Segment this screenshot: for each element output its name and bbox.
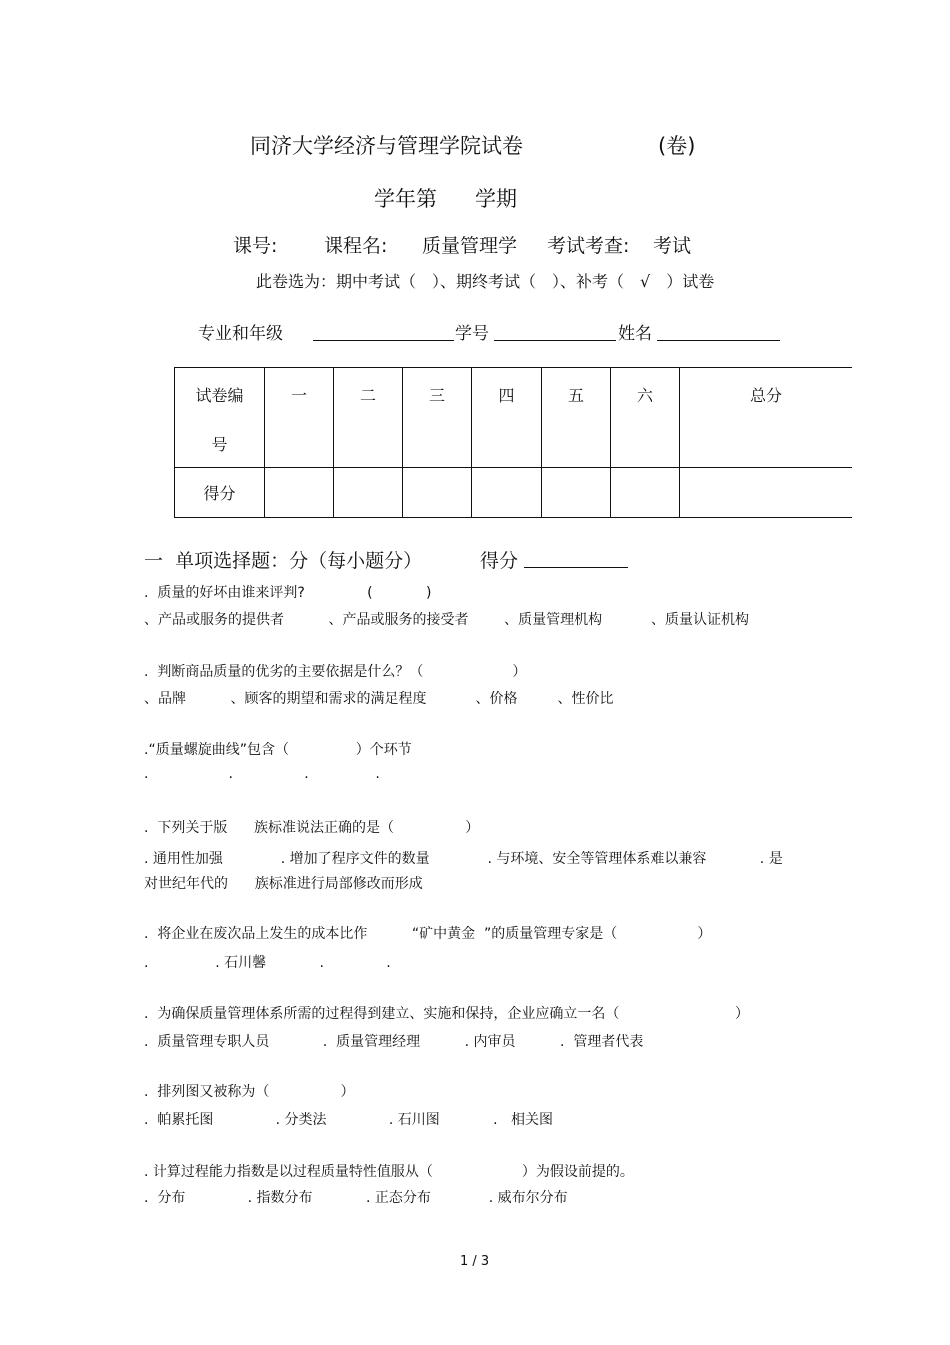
exam-title: 同济大学经济与管理学院试卷: [250, 134, 523, 158]
question-options: . 分布 . 指数分布 . 正态分布 . 威布尔分布: [144, 1190, 568, 1206]
section-score-blank: [524, 567, 628, 568]
term-left: 学年第: [374, 187, 437, 211]
course-name-label: 课程名:: [324, 235, 388, 257]
question-options: . 帕累托图 . 分类法 . 石川图 . 相关图: [144, 1112, 553, 1128]
question-stem: . 为确保质量管理体系所需的过程得到建立、实施和保持，企业应确立一名（ ）: [144, 1006, 750, 1022]
section-score-label: 得分: [480, 550, 519, 572]
course-name: 质量管理学: [422, 235, 518, 257]
question-options: . . 石川馨 . .: [144, 955, 391, 971]
score-row-label: 得分: [175, 468, 265, 518]
exam-type: 考试: [653, 235, 692, 257]
total-header: 总分: [680, 368, 853, 468]
score-table: [174, 367, 852, 518]
score-cell[interactable]: [265, 468, 334, 518]
page-number: 1 / 3: [460, 1254, 490, 1269]
question-options: 、品牌 、顾客的期望和需求的满足程度 、价格 、性价比: [144, 691, 614, 707]
major-label: 专业和年级: [198, 324, 283, 344]
question-options: 、产品或服务的提供者 、产品或服务的接受者 、质量管理机构 、质量认证机构: [144, 612, 750, 628]
term-right: 学期: [475, 187, 517, 211]
score-cell[interactable]: [611, 468, 680, 518]
question-options: . . . .: [144, 766, 380, 782]
major-blank: [313, 340, 454, 341]
col-header: 二: [334, 368, 403, 468]
question-stem: . 计算过程能力指数是以过程质量特性值服从（ ）为假设前提的。: [144, 1164, 634, 1180]
section-heading: 一 单项选择题：分（每小题分）: [144, 550, 423, 572]
name-blank: [657, 340, 780, 341]
question-stem: . 将企业在废次品上发生的成本比作 “矿中黄金 ”的质量管理专家是（ ）: [144, 926, 712, 942]
student-id-blank: [494, 340, 616, 341]
student-id-label: 学号: [455, 324, 489, 344]
paper-suffix: (卷): [658, 134, 696, 158]
score-cell[interactable]: [542, 468, 611, 518]
col-header: 五: [542, 368, 611, 468]
score-cell[interactable]: [472, 468, 542, 518]
question-options: . 质量管理专职人员 . 质量管理经理 . 内审员 . 管理者代表: [144, 1034, 644, 1050]
question-stem: .“质量螺旋曲线”包含（ ）个环节: [144, 742, 412, 758]
score-cell[interactable]: [403, 468, 472, 518]
question-stem: . 排列图又被称为（ ）: [144, 1084, 355, 1100]
col-header: 三: [403, 368, 472, 468]
paper-number-header: 试卷编 号: [175, 368, 265, 468]
question-stem: . 下列关于版 族标准说法正确的是（ ）: [144, 820, 480, 836]
score-cell[interactable]: [334, 468, 403, 518]
course-no-label: 课号:: [233, 235, 278, 257]
exam-type-label: 考试考查:: [547, 235, 630, 257]
question-options: . 通用性加强 . 增加了程序文件的数量 . 与环境、安全等管理体系难以兼容 . 是: [144, 851, 783, 867]
paper-choice: 此卷选为：期中考试（ ）、期终考试（ ）、补考（ √ ）试卷: [256, 272, 715, 291]
col-header: 六: [611, 368, 680, 468]
question-stem: . 质量的好坏由谁来评判? ( ): [144, 585, 432, 601]
name-label: 姓名: [618, 324, 652, 344]
col-header: 四: [472, 368, 542, 468]
question-stem: . 判断商品质量的优劣的主要依据是什么？（ ）: [144, 664, 527, 680]
col-header: 一: [265, 368, 334, 468]
total-score-cell[interactable]: [680, 468, 853, 518]
question-options-continued: 对世纪年代的 族标准进行局部修改而形成: [144, 876, 423, 892]
